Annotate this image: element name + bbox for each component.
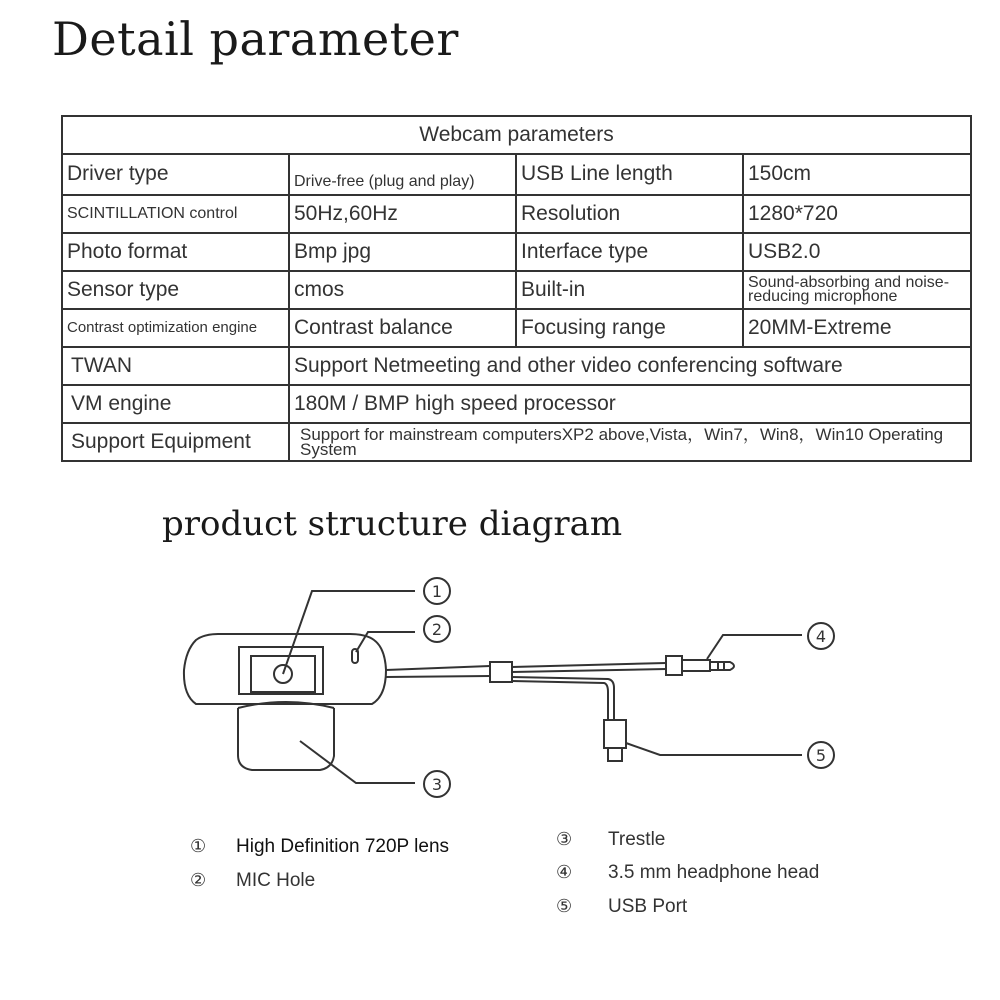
param-value: Support for mainstream computersXP2 above,Vista，Win7，Win8，Win10 Operating System (289, 423, 971, 461)
param-value: Bmp jpg (289, 233, 516, 271)
param-label: Photo format (62, 233, 289, 271)
param-label: Resolution (516, 195, 743, 233)
legend-item-usb (556, 896, 687, 918)
legend-item-lens (190, 836, 449, 858)
param-label: Sensor type (62, 271, 289, 309)
parameter-table (61, 115, 972, 462)
param-value: USB2.0 (743, 233, 971, 271)
param-label: Contrast optimization engine (62, 309, 289, 347)
table-row (62, 195, 971, 233)
cable-splitter (490, 662, 512, 682)
legend-label: High Definition 720P lens (236, 836, 450, 857)
legend-number: ① (190, 836, 207, 857)
param-value: Sound-absorbing and noise-reducing microphone (743, 271, 971, 309)
callout-4: 4 (815, 627, 827, 646)
table-row (62, 385, 971, 423)
param-label: TWAN (62, 347, 289, 385)
product-structure-diagram (0, 560, 1000, 820)
param-value: 1280*720 (743, 195, 971, 233)
param-value: Support Netmeeting and other video conferencing software (289, 347, 971, 385)
diagram-title: product structure diagram (162, 504, 623, 544)
legend-number: ③ (556, 829, 573, 850)
param-label: USB Line length (516, 154, 743, 195)
legend-item-mic (190, 870, 315, 892)
table-row (62, 154, 971, 195)
legend-item-trestle (556, 829, 665, 851)
legend-item-headphone (556, 862, 819, 884)
param-value: cmos (289, 271, 516, 309)
param-value: 50Hz,60Hz (289, 195, 516, 233)
legend-label: MIC Hole (236, 870, 316, 891)
legend-label: Trestle (608, 829, 666, 850)
param-value: 150cm (743, 154, 971, 195)
param-value: 20MM-Extreme (743, 309, 971, 347)
table-row (62, 423, 971, 461)
legend-number: ⑤ (556, 896, 573, 917)
table-row (62, 347, 971, 385)
audio-jack-icon (666, 656, 682, 675)
param-label: VM engine (62, 385, 289, 423)
param-label: Driver type (62, 154, 289, 195)
param-value: Contrast balance (289, 309, 516, 347)
legend-label: 3.5 mm headphone head (608, 862, 820, 883)
trestle (238, 708, 334, 770)
table-heading: Webcam parameters (62, 116, 971, 154)
param-label: Focusing range (516, 309, 743, 347)
param-label: Support Equipment (62, 423, 289, 461)
table-header-row (62, 116, 971, 154)
page-title: Detail parameter (52, 12, 459, 66)
callout-1: 1 (431, 582, 443, 601)
callout-2: 2 (431, 620, 443, 639)
param-label: Interface type (516, 233, 743, 271)
legend-number: ② (190, 870, 207, 891)
table-row (62, 233, 971, 271)
table-row (62, 309, 971, 347)
callout-3: 3 (431, 775, 443, 794)
param-value: 180M / BMP high speed processor (289, 385, 971, 423)
usb-connector-icon (604, 720, 626, 748)
legend-number: ④ (556, 862, 573, 883)
callout-5: 5 (815, 746, 827, 765)
table-row (62, 271, 971, 309)
param-value: Drive-free (plug and play) (289, 154, 516, 195)
param-label: Built-in (516, 271, 743, 309)
param-label: SCINTILLATION control (62, 195, 289, 233)
legend-label: USB Port (608, 896, 688, 917)
